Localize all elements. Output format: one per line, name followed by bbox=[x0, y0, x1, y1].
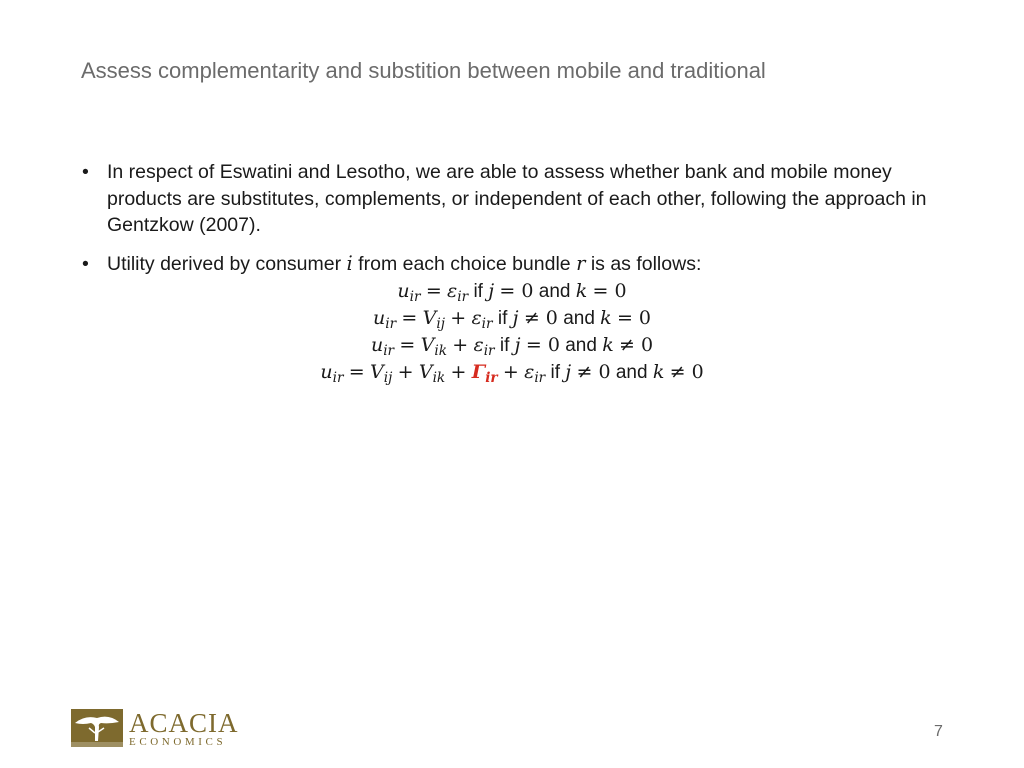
bullet-text: In respect of Eswatini and Lesotho, we are able to assess whether bank and mobile money products are substitutes, complements, or independent of each other, following the approach in Gentzkow (2007). bbox=[107, 161, 927, 236]
equation-2: $u_{ir} = V_{ij} + \varepsilon_{ir}$ if j ≠ 0 and k = 0 bbox=[372, 307, 652, 333]
brand-wordmark bbox=[129, 709, 239, 748]
gamma-interaction-term: Γ bbox=[471, 361, 486, 383]
bullet-icon: • bbox=[82, 253, 89, 275]
acacia-tree-icon bbox=[71, 709, 123, 747]
equation-4: $u_{ir} = V_{ij} + V_{ik} + \Gamma_{ir} + \varepsilon_{ir}$ if j ≠ 0 and k ≠ 0 bbox=[320, 361, 704, 387]
slide-title: Assess complementarity and substition between mobile and traditional bbox=[81, 58, 766, 83]
brand-tagline: ECONOMICS bbox=[129, 736, 227, 748]
math-var-r: r bbox=[576, 252, 586, 275]
equation-1: $u_{ir} = \varepsilon_{ir}$ if j = 0 and k = 0 bbox=[397, 280, 627, 306]
math-var-i: i bbox=[346, 252, 353, 275]
bullet-text bbox=[107, 251, 932, 278]
page-number: 7 bbox=[934, 723, 943, 740]
utility-equations bbox=[0, 278, 1024, 386]
bullet-text-part: is as follows: bbox=[585, 253, 702, 275]
bullet-item-gentzkow bbox=[82, 159, 932, 239]
bullet-text-part: Utility derived by consumer bbox=[107, 253, 347, 275]
bullet-icon: • bbox=[82, 161, 89, 183]
brand-name: ACACIA bbox=[129, 708, 239, 738]
equation-3: $u_{ir} = V_{ik} + \varepsilon_{ir}$ if j = 0 and k ≠ 0 bbox=[370, 334, 654, 360]
bullet-text-part: from each choice bundle bbox=[352, 253, 577, 275]
bullet-item-utility bbox=[82, 251, 932, 278]
